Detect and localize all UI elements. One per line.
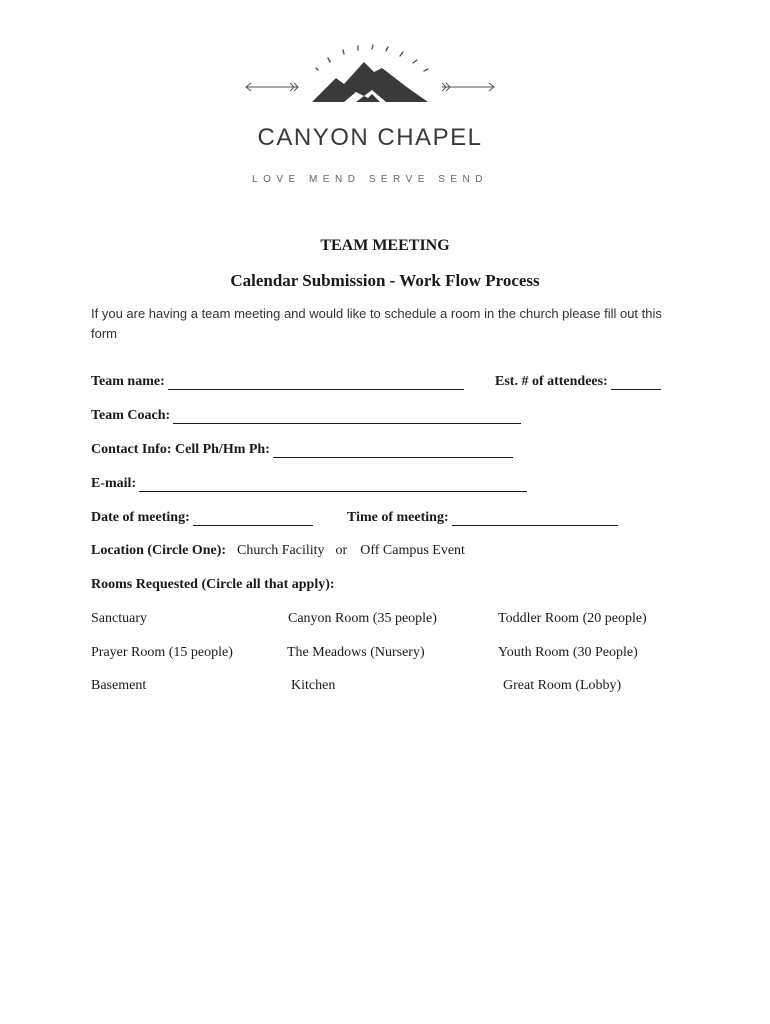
team-name-label: Team name: [91, 374, 165, 389]
email-input-line[interactable] [139, 478, 527, 492]
time-label: Time of meeting: [347, 510, 449, 525]
email-label: E-mail: [91, 476, 137, 491]
location-option-church-facility[interactable]: Church Facility [237, 543, 325, 558]
location-option-off-campus[interactable]: Off Campus Event [360, 543, 465, 558]
email-field [91, 476, 527, 492]
room-option[interactable]: Basement [91, 678, 147, 693]
team-coach-label: Team Coach: [91, 408, 171, 423]
page-subtitle: Calendar Submission - Work Flow Process [230, 271, 540, 290]
contact-input-line[interactable] [273, 444, 513, 458]
date-label: Date of meeting: [91, 510, 190, 525]
room-option[interactable]: Canyon Room (35 people) [288, 611, 437, 626]
room-option[interactable]: Toddler Room (20 people) [498, 611, 647, 626]
room-option[interactable]: Youth Room (30 People) [498, 645, 638, 660]
location-or-text: or [335, 543, 348, 558]
rooms-requested-label: Rooms Requested (Circle all that apply): [91, 577, 335, 592]
contact-field [91, 442, 513, 458]
room-option[interactable]: Prayer Room (15 people) [91, 645, 233, 660]
date-input-line[interactable] [193, 512, 313, 526]
intro-text: If you are having a team meeting and would like to schedule a room in the church please fill out this form [91, 306, 662, 341]
location-field [91, 543, 465, 559]
date-field [91, 510, 313, 526]
room-option[interactable]: Great Room (Lobby) [503, 678, 622, 693]
room-option[interactable]: Sanctuary [91, 611, 147, 626]
canyon-chapel-logo [240, 40, 500, 110]
team-name-field [91, 374, 464, 390]
time-input-line[interactable] [452, 512, 618, 526]
team-name-input-line[interactable] [168, 376, 464, 390]
attendees-input-line[interactable] [611, 376, 661, 390]
contact-label: Contact Info: Cell Ph/Hm Ph: [91, 442, 270, 457]
room-option[interactable]: Kitchen [291, 678, 336, 693]
team-coach-input-line[interactable] [173, 410, 521, 424]
brand-name: CANYON CHAPEL [257, 124, 483, 151]
attendees-field [495, 374, 661, 390]
location-label: Location (Circle One): [91, 543, 227, 558]
page-title: TEAM MEETING [320, 237, 450, 254]
attendees-label: Est. # of attendees: [495, 374, 608, 389]
room-option[interactable]: The Meadows (Nursery) [287, 645, 425, 660]
brand-tagline: LOVE MEND SERVE SEND [252, 174, 488, 185]
time-field [347, 510, 618, 526]
team-coach-field [91, 408, 521, 424]
